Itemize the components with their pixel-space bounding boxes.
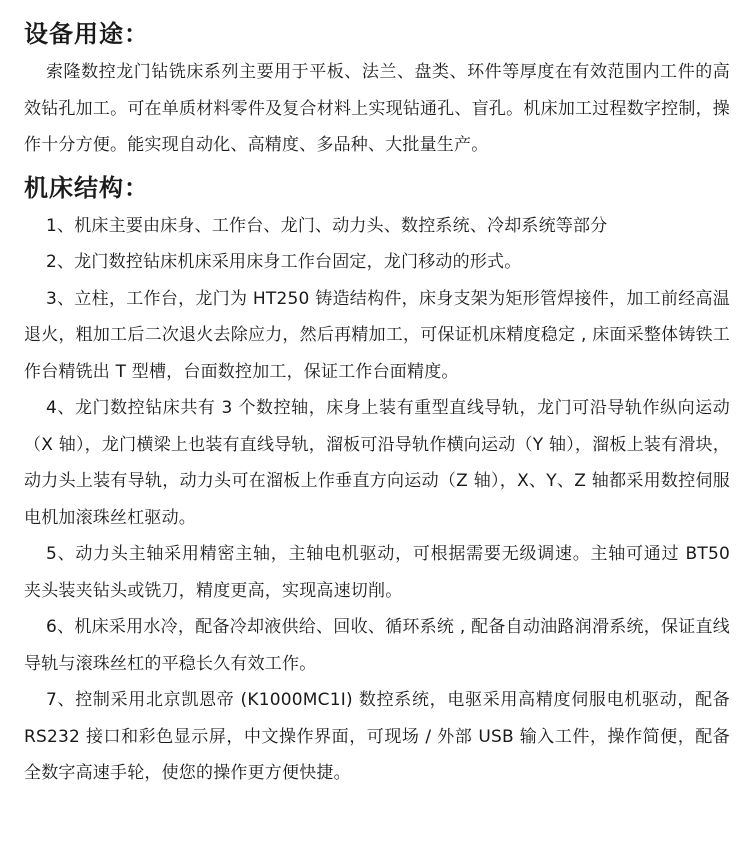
structure-item-3: 3、立柱，工作台，龙门为 HT250 铸造结构件，床身支架为矩形管焊接件，加工前经高温退火，粗加工后二次退火去除应力，然后再精加工，可保证机床精度稳定 , 床面采整体铸铁工作台精铣出 T 型槽，台面数控加工，保证工作台面精度。 (24, 288, 730, 382)
structure-item-5: 5、动力头主轴采用精密主轴，主轴电机驱动，可根据需要无级调速。主轴可通过 BT50 夹头装夹钻头或铣刀，精度更高，实现高速切削。 (24, 544, 730, 601)
structure-item-7: 7、控制采用北京凯恩帝 (K1000MC1I) 数控系统，电驱采用高精度伺服电机驱动，配备 RS232 接口和彩色显示屏，中文操作界面，可现场 / 外部 USB 输入工件，操作简便，配备全数字高速手轮，使您的操作更方便快捷。 (24, 690, 730, 783)
structure-item-2: 2、龙门数控钻床机床采用床身工作台固定，龙门移动的形式。 (46, 252, 522, 272)
purpose-paragraph: 索隆数控龙门钻铣床系列主要用于平板、法兰、盘类、环件等厚度在有效范围内工件的高效钻孔加工。可在单质材料零件及复合材料上实现钻通孔、盲孔。机床加工过程数字控制，操作十分方便。能实现自动化、高精度、多品种、大批量生产。 (24, 62, 730, 155)
structure-item-1: 1、机床主要由床身、工作台、龙门、动力头、数控系统、冷却系统等部分 (46, 215, 608, 236)
structure-item-6: 6、机床采用水冷，配备冷却液供给、回收、循环系统 , 配备自动油路润滑系统，保证直线导轨与滚珠丝杠的平稳长久有效工作。 (24, 617, 730, 674)
purpose-heading: 设备用途： (24, 20, 149, 48)
structure-heading: 机床结构： (24, 173, 149, 202)
document-page (24, 14, 730, 792)
purpose-section (24, 14, 730, 164)
structure-item-4: 4、龙门数控钻床共有 3 个数控轴，床身上装有重型直线导轨，龙门可沿导轨作纵向运动（X 轴），龙门横梁上也装有直线导轨，溜板可沿导轨作横向运动（Y 轴），溜板上装有滑块，动力头上装有导轨，动力头可在溜板上作垂直方向运动（Z 轴），X、Y、Z 轴都采用数控伺服电机加滚珠丝杠驱动。 (24, 398, 730, 528)
structure-section (24, 168, 730, 792)
